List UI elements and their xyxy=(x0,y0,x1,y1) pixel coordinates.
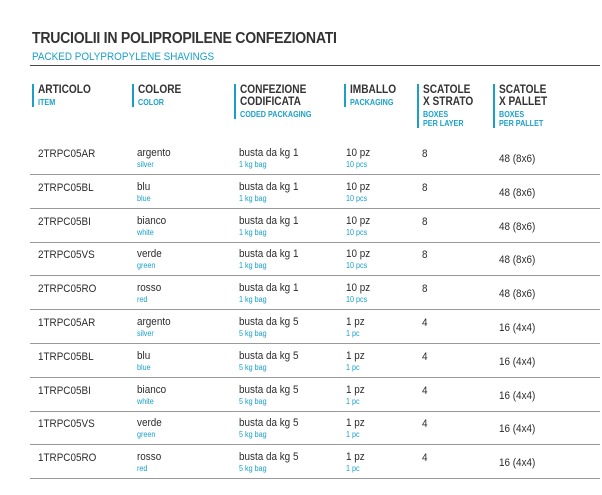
item-code-value: 1TRPC05AR xyxy=(38,317,96,329)
header-boxes-per-layer-label: SCATOLE xyxy=(423,84,471,96)
color-cell-value: verde xyxy=(137,417,162,430)
color-cell-value: bianco xyxy=(137,214,167,227)
boxes-per-pallet-cell-value: 48 (8x6) xyxy=(499,153,536,165)
color-cell-translation: red xyxy=(137,295,148,305)
color-cell-value: blu xyxy=(137,349,151,362)
boxes-per-layer-cell xyxy=(422,453,428,464)
boxes-per-layer-cell-value: 4 xyxy=(422,418,428,431)
boxes-per-pallet-cell xyxy=(499,289,539,300)
boxes-per-layer-cell xyxy=(422,352,428,363)
packaging-cell-value: 1 pz xyxy=(346,316,365,328)
boxes-per-pallet-cell-value: 16 (4x4) xyxy=(499,322,536,334)
boxes-per-pallet-cell-value: 16 (4x4) xyxy=(499,355,536,368)
table-row xyxy=(30,379,600,412)
packaging-cell xyxy=(346,317,367,338)
item-code-value: 2TRPC05VS xyxy=(38,249,95,262)
color-cell-value: argento xyxy=(137,147,171,159)
color-cell xyxy=(137,283,164,304)
packaging-cell-value: 1 pz xyxy=(346,349,365,362)
coded-packaging-cell-translation: 1 kg bag xyxy=(239,227,267,237)
color-cell xyxy=(137,148,174,169)
boxes-per-pallet-cell-value: 48 (8x6) xyxy=(499,220,536,233)
header-boxes-per-pallet-translation: BOXES xyxy=(499,110,525,119)
color-cell xyxy=(137,452,164,473)
boxes-per-layer-cell xyxy=(422,250,428,261)
header-boxes-per-pallet-label: X PALLET xyxy=(499,96,548,108)
header-boxes-per-pallet xyxy=(493,84,554,128)
boxes-per-layer-cell xyxy=(422,183,428,194)
coded-packaging-cell xyxy=(239,283,305,304)
boxes-per-layer-cell xyxy=(422,419,428,430)
table-row xyxy=(30,142,600,175)
table-row xyxy=(30,176,600,209)
packaging-cell-translation: 10 pcs xyxy=(346,227,368,237)
header-boxes-per-layer xyxy=(417,84,480,128)
coded-packaging-cell-value: busta da kg 5 xyxy=(239,383,299,396)
packaging-cell-value: 10 pz xyxy=(346,147,371,159)
boxes-per-pallet-cell xyxy=(499,391,539,402)
boxes-per-pallet-cell xyxy=(499,323,539,334)
table-row xyxy=(30,412,600,445)
coded-packaging-cell-translation: 5 kg bag xyxy=(239,430,267,440)
header-boxes-per-pallet-label: SCATOLE xyxy=(499,84,547,96)
coded-packaging-cell xyxy=(239,182,305,203)
item-code xyxy=(38,318,102,329)
boxes-per-pallet-cell-value: 16 (4x4) xyxy=(499,457,536,470)
coded-packaging-cell-translation: 5 kg bag xyxy=(239,329,267,338)
coded-packaging-cell xyxy=(239,452,305,473)
packaging-cell xyxy=(346,283,373,304)
boxes-per-layer-cell xyxy=(422,318,428,329)
coded-packaging-cell-value: busta da kg 1 xyxy=(239,248,299,261)
header-item-label: ARTICOLO xyxy=(38,84,91,96)
packaging-cell-translation: 10 pcs xyxy=(346,261,368,271)
item-code-value: 1TRPC05RO xyxy=(38,452,97,465)
packaging-cell-translation: 1 pc xyxy=(346,362,360,372)
coded-packaging-cell-value: busta da kg 5 xyxy=(239,316,299,328)
packaging-cell xyxy=(346,249,373,270)
packaging-cell-value: 10 pz xyxy=(346,248,371,261)
coded-packaging-cell xyxy=(239,317,305,338)
header-boxes-per-layer-label: X STRATO xyxy=(423,96,474,108)
item-code-value: 1TRPC05BL xyxy=(38,350,94,363)
boxes-per-layer-cell-value: 4 xyxy=(422,350,428,363)
table-row xyxy=(30,277,600,310)
boxes-per-pallet-cell xyxy=(499,222,539,233)
boxes-per-layer-cell-value: 8 xyxy=(422,181,428,194)
coded-packaging-cell-translation: 5 kg bag xyxy=(239,362,267,372)
boxes-per-layer-cell xyxy=(422,284,428,295)
packaging-cell-value: 10 pz xyxy=(346,214,371,227)
color-cell-translation: blue xyxy=(137,193,151,203)
coded-packaging-cell-translation: 1 kg bag xyxy=(239,261,267,271)
color-cell-translation: white xyxy=(137,396,154,406)
boxes-per-pallet-cell xyxy=(499,424,539,435)
coded-packaging-cell-translation: 5 kg bag xyxy=(239,396,267,406)
boxes-per-layer-cell-value: 8 xyxy=(422,283,428,296)
coded-packaging-cell xyxy=(239,148,305,169)
table-row xyxy=(30,243,600,276)
row-divider xyxy=(30,478,600,479)
boxes-per-layer-cell-value: 4 xyxy=(422,452,428,465)
coded-packaging-cell xyxy=(239,418,305,439)
coded-packaging-cell xyxy=(239,216,305,237)
packaging-cell xyxy=(346,148,373,169)
color-cell-value: argento xyxy=(137,316,171,328)
boxes-per-layer-cell-value: 8 xyxy=(422,215,428,228)
item-code xyxy=(38,386,97,397)
color-cell-value: bianco xyxy=(137,383,167,396)
item-code-value: 2TRPC05BI xyxy=(38,215,91,228)
table-row xyxy=(30,210,600,243)
boxes-per-pallet-cell-value: 48 (8x6) xyxy=(499,254,536,267)
packaging-cell-value: 10 pz xyxy=(346,180,371,193)
item-code-value: 2TRPC05AR xyxy=(38,148,96,160)
boxes-per-pallet-cell-value: 48 (8x6) xyxy=(499,186,536,199)
boxes-per-layer-cell xyxy=(422,217,428,228)
coded-packaging-cell-value: busta da kg 5 xyxy=(239,417,299,430)
header-packaging xyxy=(344,84,402,107)
coded-packaging-cell-translation: 1 kg bag xyxy=(239,193,267,203)
color-cell-value: rosso xyxy=(137,282,162,295)
packaging-cell xyxy=(346,216,373,237)
boxes-per-layer-cell xyxy=(422,386,428,397)
packaging-cell xyxy=(346,385,367,406)
item-code xyxy=(38,453,103,464)
table-row xyxy=(30,311,600,344)
packaging-cell-translation: 1 pc xyxy=(346,396,360,406)
header-boxes-per-pallet-translation: PER PALLET xyxy=(499,119,544,128)
color-cell xyxy=(137,182,152,203)
coded-packaging-cell xyxy=(239,249,305,270)
item-code xyxy=(38,183,100,194)
coded-packaging-cell-value: busta da kg 1 xyxy=(239,180,299,193)
packaging-cell-value: 1 pz xyxy=(346,417,365,430)
page-subtitle: PACKED POLYPROPYLENE SHAVINGS xyxy=(32,51,215,63)
boxes-per-pallet-cell-value: 16 (4x4) xyxy=(499,389,536,402)
packaging-cell-value: 10 pz xyxy=(346,282,371,295)
header-color-label: COLORE xyxy=(138,84,182,96)
item-code xyxy=(38,149,102,160)
item-code-value: 2TRPC05RO xyxy=(38,283,97,296)
packaging-cell xyxy=(346,351,367,372)
color-cell-translation: green xyxy=(137,430,156,440)
color-cell-translation: white xyxy=(137,227,154,237)
table-row xyxy=(30,446,600,479)
color-cell-translation: green xyxy=(137,261,156,271)
packaging-cell-translation: 10 pcs xyxy=(346,160,368,169)
color-cell xyxy=(137,418,165,439)
boxes-per-layer-cell-value: 4 xyxy=(422,384,428,397)
header-color xyxy=(132,84,187,107)
coded-packaging-cell-value: busta da kg 5 xyxy=(239,349,299,362)
item-code xyxy=(38,419,101,430)
boxes-per-layer-cell-value: 4 xyxy=(422,317,428,329)
boxes-per-pallet-cell xyxy=(499,458,539,469)
header-boxes-per-layer-translation: BOXES xyxy=(423,110,449,119)
boxes-per-pallet-cell xyxy=(499,154,539,165)
item-code-value: 1TRPC05BI xyxy=(38,384,91,397)
header-boxes-per-layer-translation: PER LAYER xyxy=(423,119,464,128)
title-divider xyxy=(30,65,600,66)
color-cell-value: rosso xyxy=(137,451,162,464)
boxes-per-pallet-cell-value: 48 (8x6) xyxy=(499,288,536,301)
boxes-per-layer-cell-value: 8 xyxy=(422,148,428,160)
coded-packaging-cell-value: busta da kg 1 xyxy=(239,282,299,295)
header-color-translation: COLOR xyxy=(138,98,165,107)
color-cell-translation: silver xyxy=(137,160,154,169)
color-cell xyxy=(137,249,165,270)
header-packaging-translation: PACKAGING xyxy=(350,98,394,107)
color-cell xyxy=(137,385,169,406)
packaging-cell-value: 1 pz xyxy=(346,383,365,396)
boxes-per-pallet-cell xyxy=(499,357,539,368)
color-cell xyxy=(137,216,169,237)
coded-packaging-cell-value: busta da kg 1 xyxy=(239,147,299,159)
color-cell-translation: red xyxy=(137,464,148,474)
boxes-per-pallet-cell-value: 16 (4x4) xyxy=(499,423,536,436)
header-packaging-label: IMBALLO xyxy=(350,84,397,96)
header-packaging-coded xyxy=(234,84,319,119)
item-code-value: 2TRPC05BL xyxy=(38,181,94,194)
packaging-cell-translation: 1 pc xyxy=(346,464,360,474)
packaging-cell-translation: 10 pcs xyxy=(346,193,368,203)
boxes-per-layer-cell xyxy=(422,149,428,160)
packaging-cell-translation: 1 pc xyxy=(346,430,360,440)
coded-packaging-cell xyxy=(239,385,305,406)
packaging-cell xyxy=(346,182,373,203)
item-code-value: 1TRPC05VS xyxy=(38,418,95,431)
boxes-per-pallet-cell xyxy=(499,188,539,199)
packaging-cell-translation: 10 pcs xyxy=(346,295,368,305)
table-row xyxy=(30,345,600,378)
color-cell-value: verde xyxy=(137,248,162,261)
header-item xyxy=(32,84,98,107)
coded-packaging-cell-value: busta da kg 1 xyxy=(239,214,299,227)
coded-packaging-cell xyxy=(239,351,305,372)
header-packaging-coded-translation: CODED PACKAGING xyxy=(240,110,312,119)
packaging-cell xyxy=(346,452,367,473)
coded-packaging-cell-translation: 5 kg bag xyxy=(239,464,267,474)
packaging-cell xyxy=(346,418,367,439)
page-title: TRUCIOLII IN POLIPROPILENE CONFEZIONATI xyxy=(32,30,337,47)
item-code xyxy=(38,250,101,261)
color-cell xyxy=(137,351,152,372)
header-packaging-coded-label: CODIFICATA xyxy=(240,96,301,108)
packaging-cell-value: 1 pz xyxy=(346,451,365,464)
color-cell xyxy=(137,317,174,338)
color-cell-translation: blue xyxy=(137,362,151,372)
item-code xyxy=(38,284,103,295)
header-packaging-coded-label: CONFEZIONE xyxy=(240,84,307,96)
item-code xyxy=(38,217,97,228)
coded-packaging-cell-translation: 1 kg bag xyxy=(239,160,267,169)
boxes-per-layer-cell-value: 8 xyxy=(422,249,428,262)
color-cell-translation: silver xyxy=(137,329,154,338)
header-item-translation: ITEM xyxy=(38,98,56,107)
coded-packaging-cell-translation: 1 kg bag xyxy=(239,295,267,305)
boxes-per-pallet-cell xyxy=(499,255,539,266)
coded-packaging-cell-value: busta da kg 5 xyxy=(239,451,299,464)
packaging-cell-translation: 1 pc xyxy=(346,329,360,338)
color-cell-value: blu xyxy=(137,180,151,193)
item-code xyxy=(38,352,100,363)
